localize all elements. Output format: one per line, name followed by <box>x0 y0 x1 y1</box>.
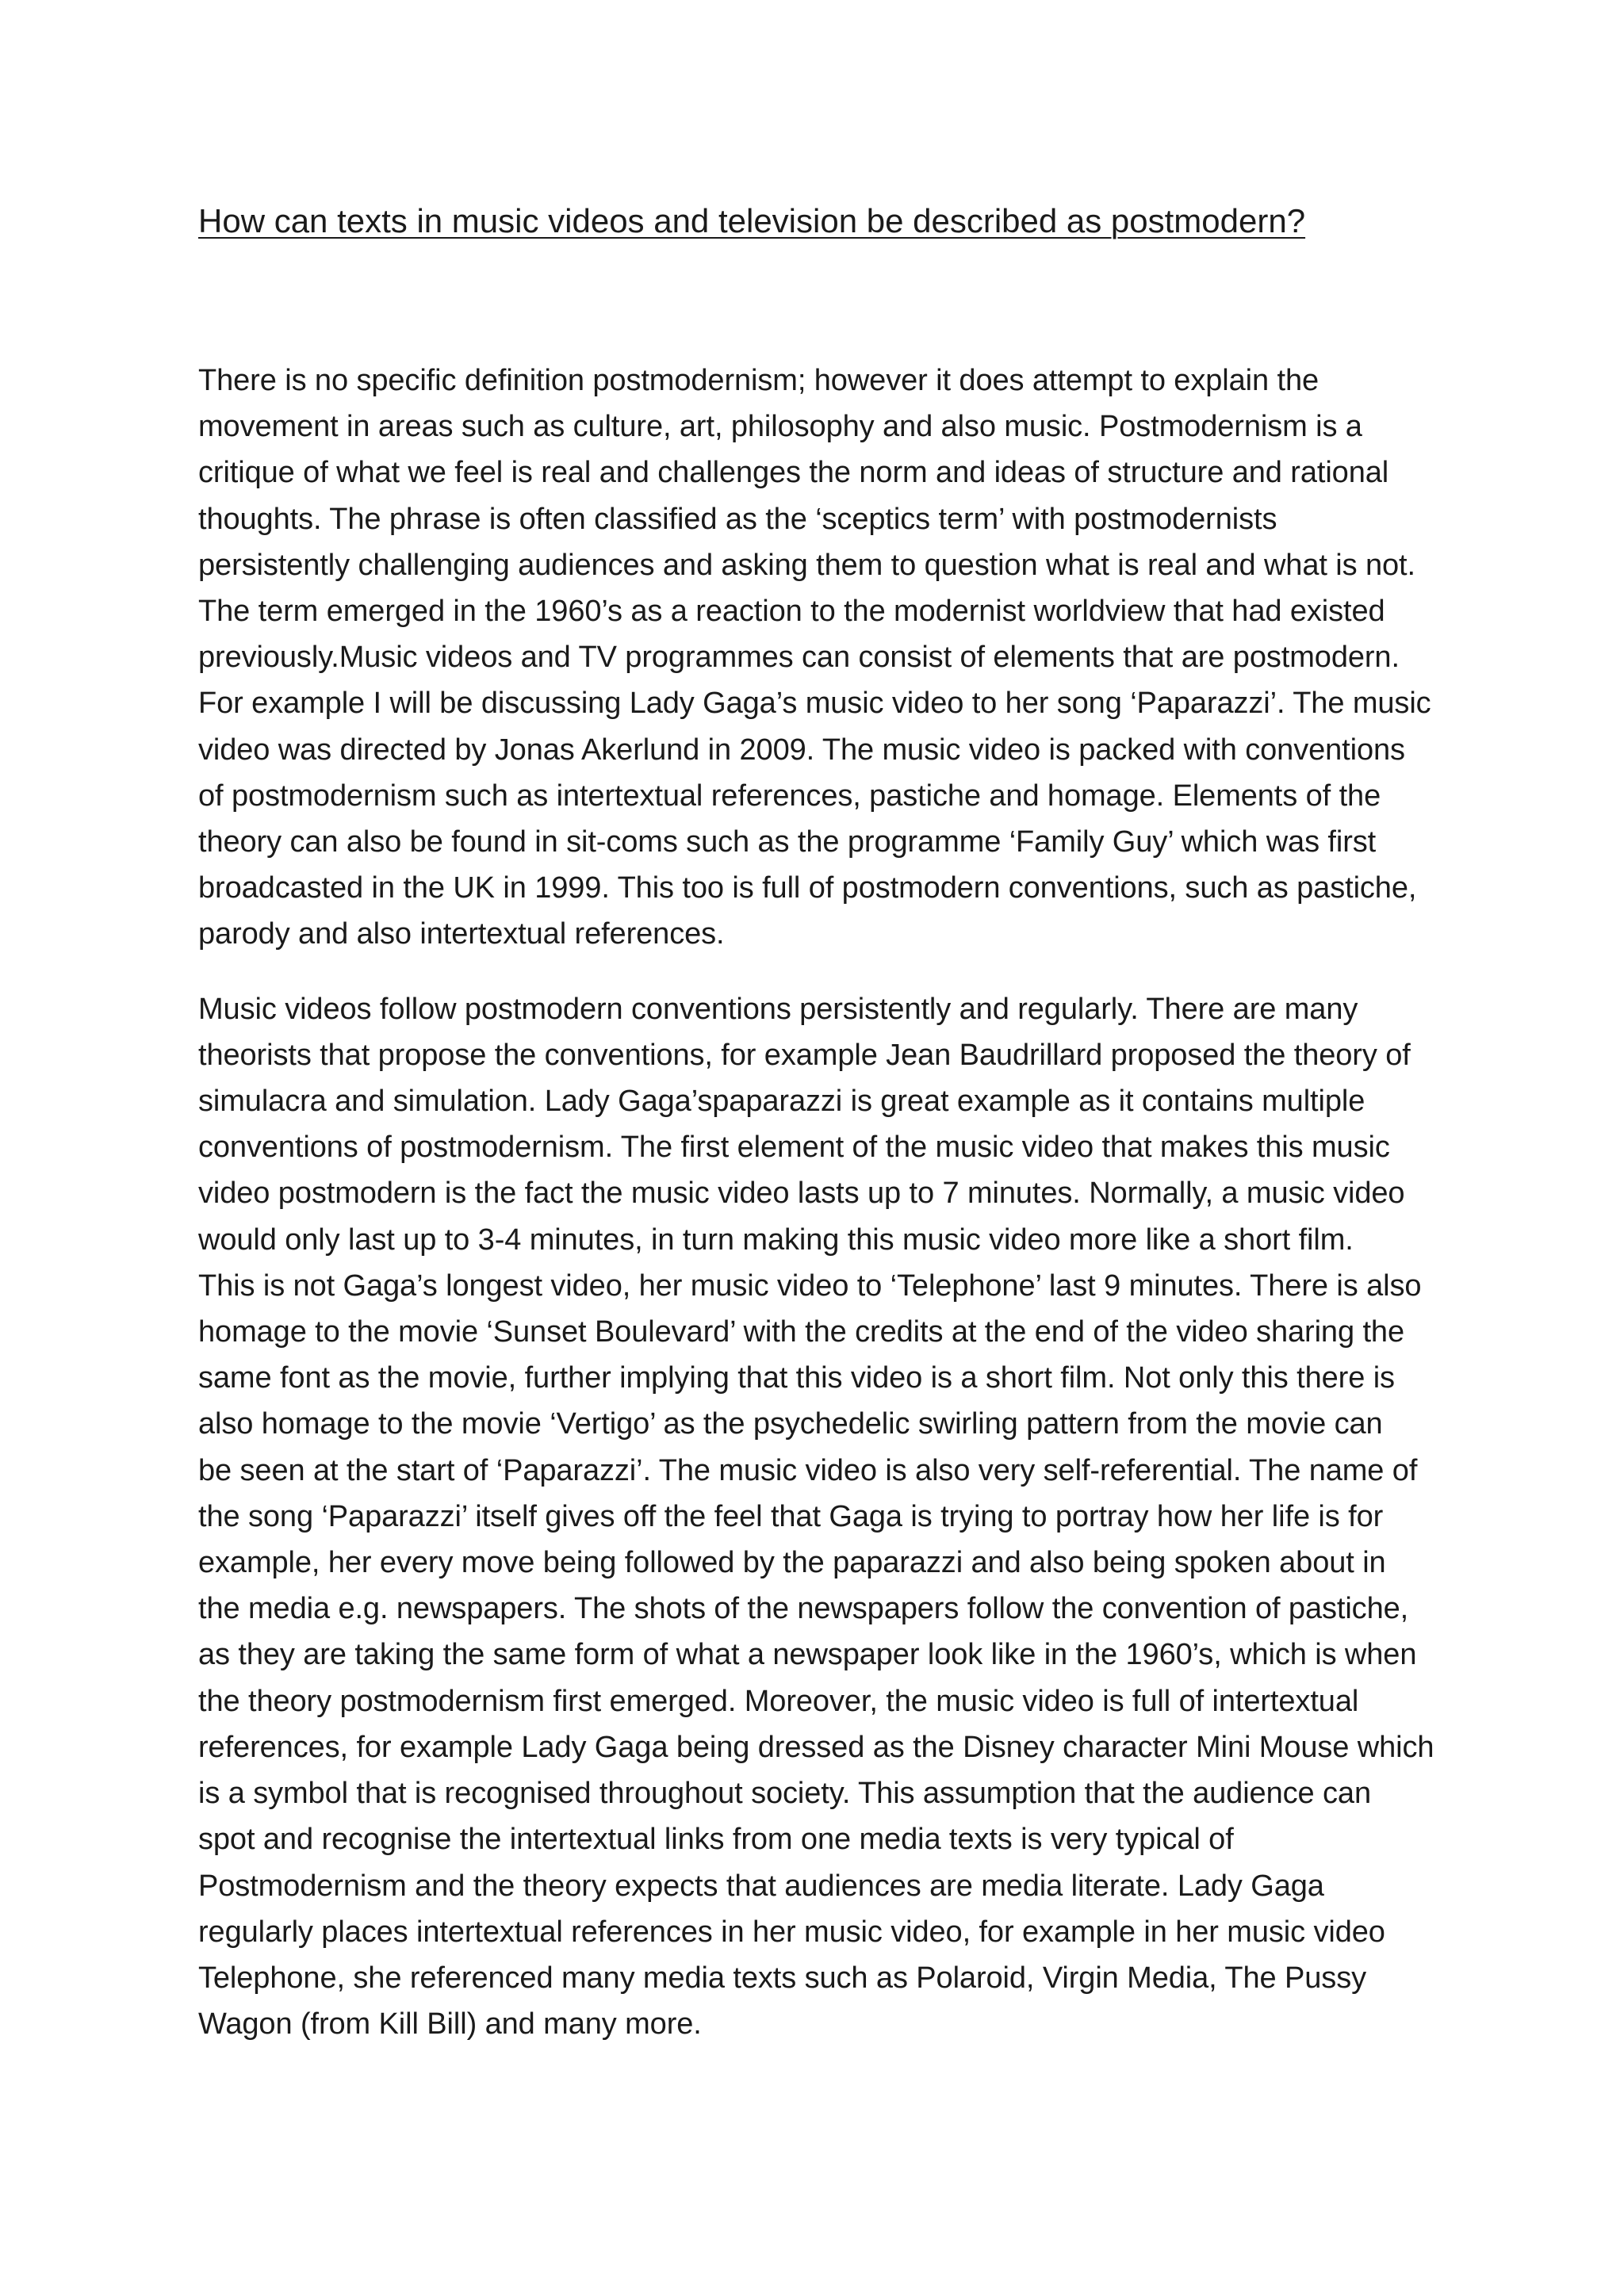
paragraph-line: homage to the movie ‘Sunset Boulevard’ with the credits at the end of the video sharing the <box>198 1315 1404 1349</box>
paragraph-line: spot and recognise the intertextual links from one media texts is very typical of <box>198 1823 1234 1857</box>
paragraph-line: parody and also intertextual references. <box>198 917 725 951</box>
paragraph-line: This is not Gaga’s longest video, her music video to ‘Telephone’ last 9 minutes. There is also <box>198 1269 1422 1303</box>
paragraph-line: would only last up to 3-4 minutes, in turn making this music video more like a short film. <box>198 1223 1354 1257</box>
paragraph-line: references, for example Lady Gaga being dressed as the Disney character Mini Mouse which <box>198 1730 1434 1764</box>
paragraph-line: Music videos follow postmodern conventions persistently and regularly. There are many <box>198 992 1358 1026</box>
document-body <box>198 358 1451 2076</box>
paragraph-line: also homage to the movie ‘Vertigo’ as the psychedelic swirling pattern from the movie can <box>198 1407 1383 1441</box>
paragraph-line: of postmodernism such as intertextual references, pastiche and homage. Elements of the <box>198 779 1381 813</box>
paragraph-line: Wagon (from Kill Bill) and many more. <box>198 2007 702 2042</box>
paragraph-line: the song ‘Paparazzi’ itself gives off the feel that Gaga is trying to portray how her life is for <box>198 1499 1384 1533</box>
paragraph-line: theorists that propose the conventions, for example Jean Baudrillard proposed the theory of <box>198 1038 1411 1072</box>
paragraph-line: persistently challenging audiences and asking them to question what is real and what is not. <box>198 548 1415 582</box>
paragraph-2 <box>198 986 1451 2048</box>
paragraph-line: same font as the movie, further implying that this video is a short film. Not only this there is <box>198 1361 1395 1395</box>
paragraph-line: The term emerged in the 1960’s as a reaction to the modernist worldview that had existed <box>198 595 1385 629</box>
paragraph-line: critique of what we feel is real and challenges the norm and ideas of structure and rational <box>198 456 1389 490</box>
paragraph-line: previously.Music videos and TV programmes can consist of elements that are postmodern. <box>198 641 1400 675</box>
paragraph-line: as they are taking the same form of what a newspaper look like in the 1960’s, which is when <box>198 1638 1417 1672</box>
paragraph-line: the theory postmodernism first emerged. Moreover, the music video is full of intertextual <box>198 1684 1359 1718</box>
paragraph-line: thoughts. The phrase is often classified as the ‘sceptics term’ with postmodernists <box>198 502 1277 536</box>
paragraph-line: example, her every move being followed by the paparazzi and also being spoken about in <box>198 1546 1386 1580</box>
paragraph-1 <box>198 358 1451 958</box>
paragraph-line: video postmodern is the fact the music video lasts up to 7 minutes. Normally, a music video <box>198 1177 1405 1211</box>
paragraph-line: conventions of postmodernism. The first element of the music video that makes this music <box>198 1131 1390 1165</box>
paragraph-line: For example I will be discussing Lady Gaga’s music video to her song ‘Paparazzi’. The music <box>198 687 1431 721</box>
paragraph-line: simulacra and simulation. Lady Gaga’spaparazzi is great example as it contains multiple <box>198 1085 1365 1119</box>
paragraph-line: theory can also be found in sit-coms such as the programme ‘Family Guy’ which was first <box>198 825 1377 859</box>
document-title: How can texts in music videos and television be described as postmodern? <box>198 202 1306 239</box>
paragraph-line: be seen at the start of ‘Paparazzi’. The music video is also very self-referential. The name of <box>198 1453 1418 1487</box>
paragraph-line: is a symbol that is recognised throughout society. This assumption that the audience can <box>198 1777 1371 1811</box>
paragraph-line: video was directed by Jonas Akerlund in 2009. The music video is packed with conventions <box>198 733 1405 767</box>
paragraph-line: movement in areas such as culture, art, philosophy and also music. Postmodernism is a <box>198 410 1362 444</box>
paragraph-line: broadcasted in the UK in 1999. This too is full of postmodern conventions, such as pastiche, <box>198 871 1417 905</box>
paragraph-line: regularly places intertextual references in her music video, for example in her music video <box>198 1915 1385 1949</box>
paragraph-line: Postmodernism and the theory expects that audiences are media literate. Lady Gaga <box>198 1869 1324 1903</box>
paragraph-line: Telephone, she referenced many media texts such as Polaroid, Virgin Media, The Pussy <box>198 1961 1367 1995</box>
paragraph-line: the media e.g. newspapers. The shots of the newspapers follow the convention of pastiche, <box>198 1592 1409 1626</box>
paragraph-line: There is no specific definition postmodernism; however it does attempt to explain the <box>198 364 1320 397</box>
